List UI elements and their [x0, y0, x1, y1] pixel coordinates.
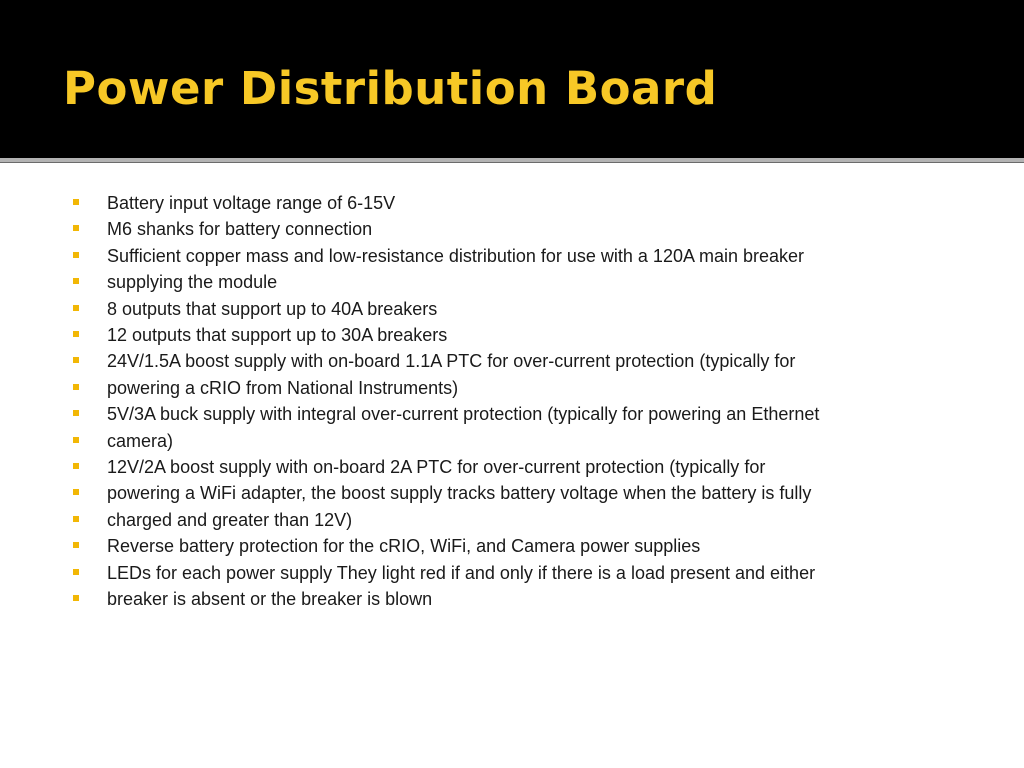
- bullet-item: [0, 348, 907, 374]
- bullet-text: powering a WiFi adapter, the boost supply tracks battery voltage when the battery is fully: [107, 483, 812, 504]
- yellow-square-icon: [73, 357, 79, 363]
- bullet-list: [0, 190, 1024, 613]
- bullet-text: M6 shanks for battery connection: [107, 219, 373, 240]
- yellow-square-icon: [73, 331, 79, 337]
- bullet-item: [0, 507, 907, 533]
- bullet-text: 24V/1.5A boost supply with on-board 1.1A PTC for over-current protection (typically for: [107, 351, 796, 372]
- bullet-text: 5V/3A buck supply with integral over-current protection (typically for powering an Ethernet: [107, 404, 820, 425]
- yellow-square-icon: [73, 384, 79, 390]
- yellow-square-icon: [73, 305, 79, 311]
- bullet-text: breaker is absent or the breaker is blown: [107, 589, 433, 610]
- bullet-text: Sufficient copper mass and low-resistance distribution for use with a 120A main breaker: [107, 245, 805, 266]
- bullet-text: 12V/2A boost supply with on-board 2A PTC for over-current protection (typically for: [107, 457, 766, 478]
- bullet-item: [0, 296, 907, 322]
- yellow-square-icon: [73, 595, 79, 601]
- yellow-square-icon: [73, 542, 79, 548]
- bullet-text: Reverse battery protection for the cRIO, WiFi, and Camera power supplies: [107, 536, 701, 557]
- bullet-item: [0, 586, 907, 612]
- bullet-text: LEDs for each power supply They light red if and only if there is a load present and either: [107, 562, 816, 583]
- bullet-item: [0, 401, 907, 427]
- bullet-text: charged and greater than 12V): [107, 509, 353, 530]
- title-banner: [0, 0, 1024, 158]
- bullet-item: [0, 428, 907, 454]
- yellow-square-icon: [73, 410, 79, 416]
- bullet-text: 8 outputs that support up to 40A breakers: [107, 298, 438, 319]
- bullet-text: supplying the module: [107, 272, 278, 293]
- yellow-square-icon: [73, 199, 79, 205]
- yellow-square-icon: [73, 489, 79, 495]
- bullet-text: powering a cRIO from National Instruments): [107, 377, 459, 398]
- bullet-item: [0, 269, 907, 295]
- yellow-square-icon: [73, 569, 79, 575]
- yellow-square-icon: [73, 463, 79, 469]
- yellow-square-icon: [73, 437, 79, 443]
- bullet-item: [0, 560, 907, 586]
- slide-title: Power Distribution Board: [63, 62, 718, 115]
- bullet-item: [0, 480, 907, 506]
- bullet-item: [0, 190, 907, 216]
- bullet-item: [0, 216, 907, 242]
- yellow-square-icon: [73, 252, 79, 258]
- bullet-item: [0, 375, 907, 401]
- bullet-item: [0, 454, 907, 480]
- bullet-text: camera): [107, 430, 174, 451]
- bullet-text: Battery input voltage range of 6-15V: [107, 193, 396, 213]
- bullet-item: [0, 322, 907, 348]
- yellow-square-icon: [73, 516, 79, 522]
- bullet-item: [0, 243, 907, 269]
- bullet-text: 12 outputs that support up to 30A breakers: [107, 325, 448, 346]
- header-divider-shadow: [0, 162, 1024, 163]
- yellow-square-icon: [73, 225, 79, 231]
- yellow-square-icon: [73, 278, 79, 284]
- bullet-item: [0, 533, 907, 559]
